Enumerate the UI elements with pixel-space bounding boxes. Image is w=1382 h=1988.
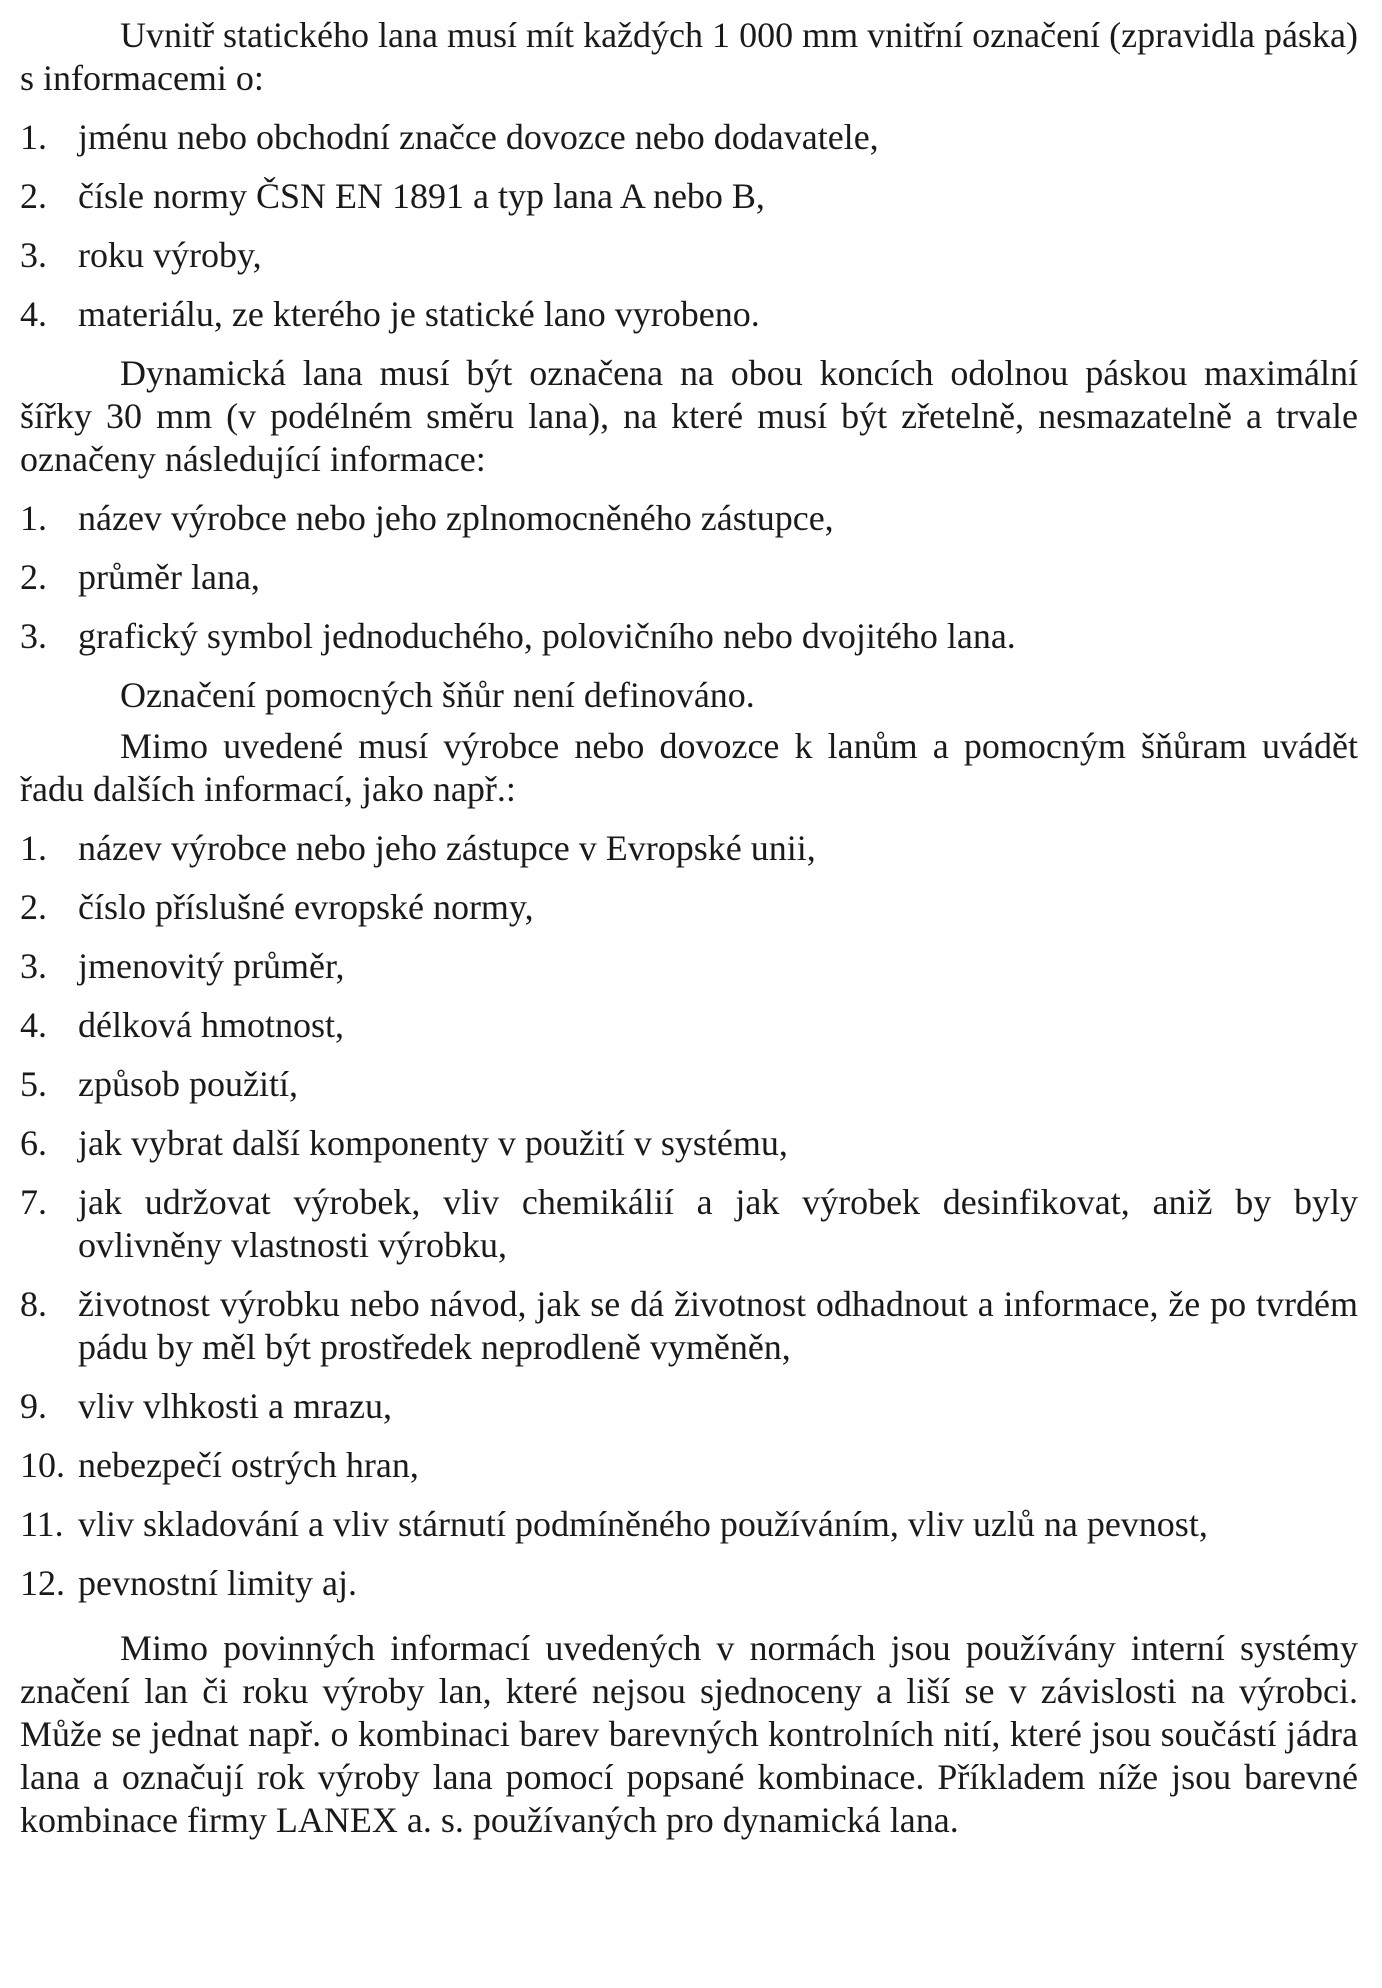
list-item-text: průměr lana, [78, 557, 260, 597]
list-item [20, 1444, 1358, 1487]
paragraph-internal-marking: Mimo povinných informací uvedených v normách jsou používány interní systémy značení lan či roku výroby lan, které nejsou sjednoceny a liší se v závislosti na výrobci. Může se jednat např. o kombinaci barev barevných kontrolních nití, které jsou součástí jádra lana a označují rok výroby lana pomocí popsané kombinace. Příkladem níže jsou barevné kombinace firmy LANEX a. s. používaných pro dynamická lana. [20, 1628, 1358, 1840]
list-item-number: 1. [20, 117, 47, 157]
paragraph-dynamic-rope-marking: Dynamická lana musí být označena na obou koncích odolnou páskou maximální šířky 30 mm (v podélném směru lana), na které musí být zřetelně, nesmazatelně a trvale označeny následující informace: [20, 353, 1358, 479]
list-item-number: 4. [20, 1005, 47, 1045]
list-item-number: 8. [20, 1284, 47, 1324]
paragraph-static-rope-marking: Uvnitř statického lana musí mít každých 1 000 mm vnitřní označení (zpravidla páska) s informacemi o: [20, 15, 1358, 98]
list-item-text: materiálu, ze kterého je statické lano vyrobeno. [78, 294, 760, 334]
list-dynamic-rope-info [20, 497, 1358, 658]
list-item [20, 886, 1358, 929]
list-item-text: číslo příslušné evropské normy, [78, 887, 534, 927]
list-item [20, 1385, 1358, 1428]
list-item-number: 1. [20, 498, 47, 538]
list-item [20, 1503, 1358, 1546]
list-item-text: čísle normy ČSN EN 1891 a typ lana A nebo B, [78, 176, 765, 216]
paragraph-additional-info: Mimo uvedené musí výrobce nebo dovozce k lanům a pomocným šňůram uvádět řadu dalších informací, jako např.: [20, 726, 1358, 809]
list-static-rope-info [20, 116, 1358, 336]
list-item [20, 1562, 1358, 1605]
list-item-number: 2. [20, 557, 47, 597]
list-item-text: název výrobce nebo jeho zplnomocněného zástupce, [78, 498, 834, 538]
list-item-number: 10. [20, 1445, 65, 1485]
list-item-text: délková hmotnost, [78, 1005, 344, 1045]
list-item-text: vliv skladování a vliv stárnutí podmíněného používáním, vliv uzlů na pevnost, [78, 1504, 1208, 1544]
list-item-text: životnost výrobku nebo návod, jak se dá životnost odhadnout a informace, že po tvrdém pádu by měl být prostředek neprodleně vyměněn, [78, 1284, 1358, 1367]
list-item-text: pevnostní limity aj. [78, 1563, 357, 1603]
list-item-number: 7. [20, 1182, 47, 1222]
list-item-text: jak vybrat další komponenty v použití v systému, [78, 1123, 788, 1163]
list-item [20, 1181, 1358, 1267]
list-item-number: 3. [20, 946, 47, 986]
list-item-number: 11. [20, 1504, 64, 1544]
list-additional-info [20, 827, 1358, 1605]
list-item [20, 175, 1358, 218]
list-item-number: 1. [20, 828, 47, 868]
list-item-text: jmenovitý průměr, [78, 946, 345, 986]
list-item-text: název výrobce nebo jeho zástupce v Evropské unii, [78, 828, 816, 868]
list-item-number: 3. [20, 616, 47, 656]
list-item-text: vliv vlhkosti a mrazu, [78, 1386, 392, 1426]
list-item [20, 615, 1358, 658]
list-item [20, 234, 1358, 277]
list-item-number: 2. [20, 887, 47, 927]
list-item-text: způsob použití, [78, 1064, 298, 1104]
list-item-text: nebezpečí ostrých hran, [78, 1445, 419, 1485]
document-page [20, 14, 1358, 1842]
list-item-number: 6. [20, 1123, 47, 1163]
list-item-text: roku výroby, [78, 235, 262, 275]
list-item [20, 293, 1358, 336]
list-item-number: 4. [20, 294, 47, 334]
list-item-text: jak udržovat výrobek, vliv chemikálií a jak výrobek desinfikovat, aniž by byly ovlivněny vlastnosti výrobku, [78, 1182, 1358, 1265]
list-item [20, 1122, 1358, 1165]
list-item [20, 497, 1358, 540]
list-item [20, 116, 1358, 159]
list-item-number: 5. [20, 1064, 47, 1104]
list-item [20, 556, 1358, 599]
list-item-number: 3. [20, 235, 47, 275]
list-item [20, 1063, 1358, 1106]
list-item [20, 1283, 1358, 1369]
list-item-number: 9. [20, 1386, 47, 1426]
list-item-number: 12. [20, 1563, 65, 1603]
list-item-text: grafický symbol jednoduchého, polovičního nebo dvojitého lana. [78, 616, 1016, 656]
list-item [20, 827, 1358, 870]
list-item [20, 945, 1358, 988]
list-item-number: 2. [20, 176, 47, 216]
paragraph-auxiliary-cord: Označení pomocných šňůr není definováno. [120, 675, 755, 715]
list-item [20, 1004, 1358, 1047]
list-item-text: jménu nebo obchodní značce dovozce nebo dodavatele, [78, 117, 879, 157]
